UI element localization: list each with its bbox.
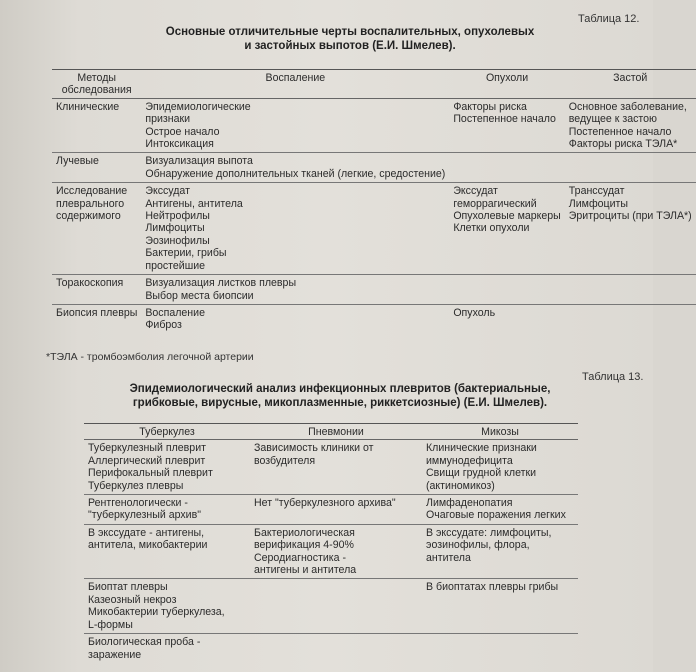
- table12-cell-line: Эпидемиологические: [145, 100, 251, 113]
- table13-cell-line: Серодиагностика -: [254, 551, 346, 564]
- table12: [52, 69, 696, 334]
- table12-cell-line: Лимфоциты: [568, 197, 629, 210]
- table12-cell-tumor: [449, 153, 564, 183]
- table12-row: [52, 183, 696, 275]
- table13-cell-line: L-формы: [88, 618, 133, 631]
- table12-cell-line: Выбор места биопсии: [145, 289, 254, 302]
- table12-row: [52, 98, 696, 153]
- table12-header-inflammation: Воспаление: [141, 70, 449, 99]
- table13-cell-line: В экссудате: лимфоциты,: [426, 526, 552, 539]
- table13-header-pneumonia: Пневмонии: [250, 424, 422, 440]
- table13-cell-line: эозинофилы, флора,: [426, 539, 530, 552]
- table12-cell-tumor: [449, 275, 564, 305]
- table13-cell-line: возбудителя: [254, 454, 316, 467]
- table13: [84, 423, 578, 663]
- table13-cell-pneumonia: [250, 634, 422, 663]
- table13-title-line1: Эпидемиологический анализ инфекционных плевритов (бактериальные,: [129, 383, 551, 395]
- table12-cell-line: Острое начало: [145, 125, 220, 138]
- table13-cell-line: Очаговые поражения легких: [426, 509, 566, 522]
- table12-title: [90, 25, 610, 53]
- table12-header-methods: Методы обследования: [52, 70, 141, 99]
- table13-cell-pneumonia: [250, 524, 422, 579]
- table13-title: [80, 382, 600, 410]
- table13-cell-tb: [84, 634, 250, 663]
- table13-cell-line: Лимфаденопатия: [426, 497, 513, 510]
- table13-cell-line: Аллергический плеврит: [88, 454, 206, 467]
- table12-header-tumor: Опухоли: [449, 70, 564, 99]
- table12-cell-line: Клинические: [56, 100, 120, 113]
- table13-cell-line: Казеозный некроз: [88, 593, 177, 606]
- table12-cell-line: Эозинофилы: [145, 234, 210, 247]
- table13-cell-pneumonia: [250, 495, 422, 525]
- table13-cell-line: заражение: [88, 648, 142, 661]
- table12-cell-line: Лимфоциты: [145, 222, 205, 235]
- table13-cell-line: В экссудате - антигены,: [88, 526, 205, 539]
- table13-cell-line: Бактериологическая: [254, 526, 355, 539]
- table12-cell-inflammation: [141, 183, 449, 275]
- table13-label: Таблица 13.: [582, 371, 644, 383]
- table12-cell-method: [52, 304, 141, 333]
- table12-cell-congestion: [565, 153, 696, 183]
- table13-cell-mycosis: [422, 634, 578, 663]
- table12-cell-line: Воспаление: [145, 306, 205, 319]
- table13-row: [84, 495, 578, 525]
- table12-cell-line: Опухолевые маркеры: [453, 210, 561, 223]
- table13-header-row: [84, 424, 578, 440]
- table12-cell-line: ведущее к застою: [568, 113, 657, 126]
- table13-header-tb: Туберкулез: [84, 424, 250, 440]
- table13-cell-line: Нет "туберкулезного архива": [254, 497, 396, 510]
- table12-cell-method: [52, 183, 141, 275]
- table12-cell-line: содержимого: [56, 210, 121, 223]
- table13-row: [84, 634, 578, 663]
- table12-cell-congestion: [565, 98, 696, 153]
- table12-cell-line: Обнаружение дополнительных тканей (легкие, средостение): [145, 167, 446, 180]
- table13-cell-tb: [84, 579, 250, 634]
- table13-cell-line: Биоптат плевры: [88, 581, 168, 594]
- table13-cell-line: верификация 4-90%: [254, 539, 354, 552]
- table13-row: [84, 524, 578, 579]
- table12-cell-tumor: [449, 304, 564, 333]
- table12-cell-inflammation: [141, 98, 449, 153]
- table12-header-congestion: Застой: [565, 70, 696, 99]
- table13-cell-line: иммунодефицита: [426, 454, 513, 467]
- table12-cell-method: [52, 275, 141, 305]
- table13-cell-line: (актиномикоз): [426, 479, 495, 492]
- table12-cell-method: [52, 98, 141, 153]
- table13-cell-line: антитела: [426, 551, 471, 564]
- table12-cell-inflammation: [141, 153, 449, 183]
- table13-cell-line: Свищи грудной клетки: [426, 467, 537, 480]
- table13-cell-mycosis: [422, 495, 578, 525]
- table12-footnote: *ТЭЛА - тромбоэмболия легочной артерии: [46, 351, 254, 363]
- table12-row: [52, 275, 696, 305]
- table12-cell-line: Экссудат: [145, 185, 190, 198]
- table13-cell-line: В биоптатах плевры грибы: [426, 581, 559, 594]
- table12-cell-line: Визуализация выпота: [145, 155, 253, 168]
- table12-label: Таблица 12.: [578, 13, 640, 25]
- table12-cell-inflammation: [141, 275, 449, 305]
- table12-cell-line: Фиброз: [145, 319, 182, 332]
- table12-cell-line: признаки: [145, 113, 191, 126]
- table12-cell-line: Постепенное начало: [453, 113, 556, 126]
- table12-row: [52, 153, 696, 183]
- table12-cell-congestion: [565, 275, 696, 305]
- table12-cell-line: Экссудат: [453, 185, 498, 198]
- table13-cell-tb: [84, 524, 250, 579]
- table13-cell-line: Биологическая проба -: [88, 636, 201, 649]
- table12-cell-line: Визуализация листков плевры: [145, 277, 297, 290]
- table12-row: [52, 304, 696, 333]
- table12-cell-line: геморрагический: [453, 197, 537, 210]
- table12-cell-line: Клетки опухоли: [453, 222, 530, 235]
- table12-cell-line: Бактерии, грибы: [145, 247, 227, 260]
- table12-cell-congestion: [565, 304, 696, 333]
- table12-cell-inflammation: [141, 304, 449, 333]
- table13-cell-mycosis: [422, 579, 578, 634]
- table12-cell-line: Транссудат: [568, 185, 625, 198]
- table12-title-line2: и застойных выпотов (Е.И. Шмелев).: [244, 40, 456, 52]
- table12-cell-line: Исследование: [56, 185, 128, 198]
- table12-cell-line: Антигены, антитела: [145, 197, 243, 210]
- table12-cell-congestion: [565, 183, 696, 275]
- table12-cell-line: Постепенное начало: [568, 125, 672, 138]
- table13-row: [84, 579, 578, 634]
- table13-cell-line: Микобактерии туберкулеза,: [88, 606, 225, 619]
- table12-cell-method: [52, 153, 141, 183]
- table13-cell-mycosis: [422, 524, 578, 579]
- table12-cell-line: Факторы риска ТЭЛА*: [568, 138, 678, 151]
- table12-cell-line: плеврального: [56, 197, 125, 210]
- table13-cell-line: "туберкулезный архив": [88, 509, 201, 522]
- table12-cell-line: Основное заболевание,: [568, 100, 687, 113]
- table12-cell-line: Торакоскопия: [56, 277, 124, 290]
- table13-cell-line: Перифокальный плеврит: [88, 467, 213, 480]
- table12-cell-line: Интоксикация: [145, 138, 214, 151]
- table13-header-mycosis: Микозы: [422, 424, 578, 440]
- table12-cell-line: Эритроциты (при ТЭЛА*): [568, 210, 692, 223]
- table12-cell-line: простейшие: [145, 259, 206, 272]
- table12-cell-line: Факторы риска: [453, 100, 527, 113]
- table13-row: [84, 440, 578, 495]
- table13-cell-line: Туберкулез плевры: [88, 479, 184, 492]
- table13-cell-line: антигены и антитела: [254, 564, 357, 577]
- table13-cell-pneumonia: [250, 579, 422, 634]
- table12-cell-line: Опухоль: [453, 306, 496, 319]
- table12-cell-line: Лучевые: [56, 155, 99, 168]
- table13-cell-pneumonia: [250, 440, 422, 495]
- table12-cell-tumor: [449, 183, 564, 275]
- table13-cell-tb: [84, 440, 250, 495]
- table12-cell-tumor: [449, 98, 564, 153]
- table13-cell-mycosis: [422, 440, 578, 495]
- table12-title-line1: Основные отличительные черты воспалительных, опухолевых: [165, 26, 535, 38]
- table13-cell-line: Клинические признаки: [426, 442, 537, 455]
- table13-cell-tb: [84, 495, 250, 525]
- table13-cell-line: Зависимость клиники от: [254, 442, 374, 455]
- table13-title-line2: грибковые, вирусные, микоплазменные, риккетсиозные) (Е.И. Шмелев).: [132, 397, 548, 409]
- table13-cell-line: антитела, микобактерии: [88, 539, 208, 552]
- table13-cell-line: Рентгенологически -: [88, 497, 188, 510]
- table12-header-row: [52, 70, 696, 99]
- table12-cell-line: Нейтрофилы: [145, 210, 210, 223]
- table13-cell-line: Туберкулезный плеврит: [88, 442, 206, 455]
- table12-cell-line: Биопсия плевры: [56, 306, 138, 319]
